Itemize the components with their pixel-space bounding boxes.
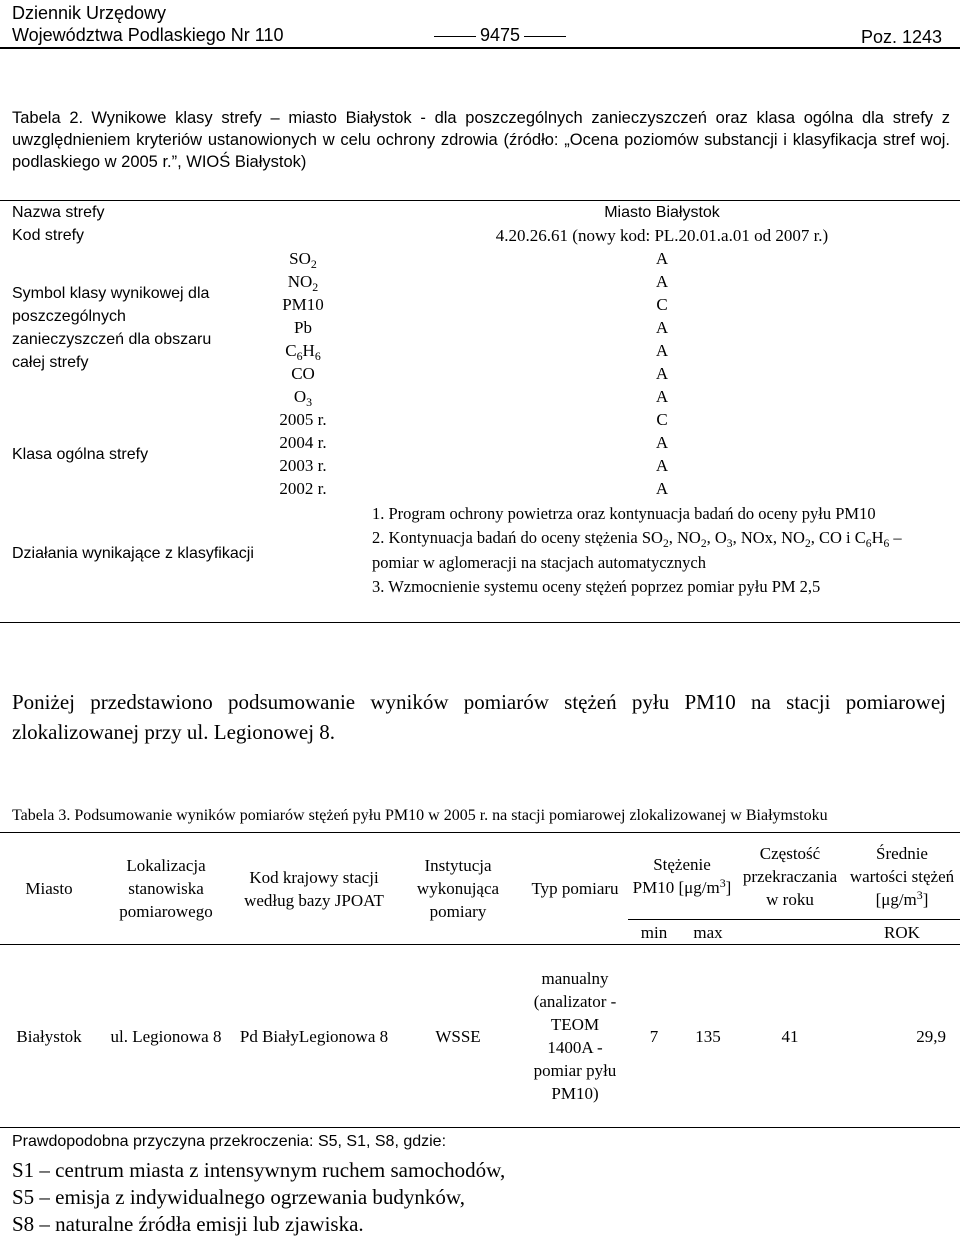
table2-caption-source: , WIOŚ Białystok) — [177, 153, 307, 171]
cell-type: manualny (analizator - TEOM 1400A - pomiar pyłu PM10) — [522, 945, 628, 1128]
classification-table — [0, 200, 960, 623]
action-item-3: 3. Wzmocnienie systemu oceny stężeń poprzez pomiar pyłu PM 2,5 — [372, 577, 821, 596]
year-class: A — [655, 456, 669, 475]
zone-name-row — [0, 201, 960, 225]
pollutant-class: A — [655, 364, 669, 383]
symbol-label: Symbol klasy wynikowej dla poszczególnych zanieczyszczeń dla obszaru całej strefy — [12, 284, 212, 371]
header-code: Kod krajowy stacji według bazy JPOAT — [234, 833, 394, 945]
header-concentration: Stężenie PM10 $[\mu g/m^3]$ — [628, 833, 736, 920]
source-s1: S1 – centrum miasta z intensywnym ruchem samochodów, — [12, 1158, 506, 1182]
cell-code: Pd BiałyLegionowa 8 — [234, 945, 394, 1128]
header-min: min — [628, 920, 680, 945]
table3-header-row — [0, 833, 960, 920]
table2-caption — [12, 107, 950, 173]
actions-row — [0, 500, 960, 623]
year-label: 2003 r. — [279, 456, 327, 475]
page-number-value: 9475 — [480, 25, 521, 45]
overall-class-label: Klasa ogólna strefy — [12, 445, 149, 463]
cell-institution: WSSE — [394, 945, 522, 1128]
table2-caption-label: Tabela 2. — [12, 109, 84, 127]
header-rok: ROK — [844, 920, 960, 945]
pollutant-class: A — [655, 272, 669, 291]
pollutant-class: C — [656, 295, 668, 314]
summary-paragraph: Poniżej przedstawiono podsumowanie wyników pomiarów stężeń pyłu PM10 na stacji pomiarowej zlokalizowanej przy ul. Legionowej 8. — [12, 690, 946, 744]
year-label: 2004 r. — [279, 433, 327, 452]
source-s8: S8 – naturalne źródła emisji lub zjawiska. — [12, 1212, 364, 1236]
header-type: Typ pomiaru — [522, 833, 628, 945]
header-average: Średnie wartości stężeń $[\mu g/m^3]$ — [844, 833, 960, 920]
action-item-1: 1. Program ochrony powietrza oraz kontynuacja badań do oceny pyłu PM10 — [372, 504, 876, 523]
table3-data-row — [0, 945, 960, 1128]
header-location: Lokalizacja stanowiska pomiarowego — [98, 833, 234, 945]
pollutant-row — [0, 247, 960, 270]
pollutant-name: $NO_2$ — [287, 272, 319, 295]
journal-title: Dziennik Urzędowy — [12, 3, 167, 23]
actions-label: Działania wynikające z klasyfikacji — [0, 500, 364, 623]
pollutant-class: A — [655, 387, 669, 406]
pollutant-name: Pb — [294, 318, 312, 337]
pollutant-class: A — [655, 249, 669, 268]
zone-code-label: Kod strefy — [12, 227, 85, 244]
header-frequency-empty — [736, 920, 844, 945]
header-max: max — [680, 920, 736, 945]
pollutant-class: A — [655, 341, 669, 360]
action-item-2: 2. Kontynuacja badań do oceny stężenia $SO_2$, $NO_2$, $O_3$, NOx, $NO_2$, CO i $C_6H_6$ – pomiar w aglomeracji na stacjach automatycznych — [372, 528, 902, 572]
position-number: Poz. 1243 — [860, 27, 942, 47]
cell-city: Białystok — [0, 945, 98, 1128]
pm10-summary-table — [0, 832, 960, 1128]
cell-min: 7 — [628, 945, 680, 1128]
zone-name-value: Miasto Białystok — [364, 201, 960, 225]
cause-intro: Prawdopodobna przyczyna przekroczenia: S5, S1, S8, gdzie: — [12, 1133, 447, 1150]
year-label: 2005 r. — [279, 410, 327, 429]
pollutant-name: $O_3$ — [293, 387, 313, 410]
cell-frequency: 41 — [736, 945, 844, 1128]
year-class: C — [656, 410, 668, 429]
cell-max: 135 — [680, 945, 736, 1128]
cell-location: ul. Legionowa 8 — [98, 945, 234, 1128]
year-label: 2002 r. — [279, 479, 327, 498]
table2-caption-text: Wynikowe klasy strefy – miasto Białystok - dla poszczególnych zanieczyszczeń oraz klasa ogólna dla strefy z uwzględnieniem kryteriów ustanowionych w celu ochrony zdrowia (źródło: „Ocena poziomów substancji i klasyfikacja stref woj. podlaskiego w 2005 r.” — [12, 109, 950, 171]
header-frequency: Częstość przekraczania w roku — [736, 833, 844, 920]
journal-subtitle: Województwa Podlaskiego Nr 110 — [12, 25, 284, 45]
pollutant-name: CO — [291, 364, 315, 383]
year-class: A — [655, 479, 669, 498]
year-row — [0, 408, 960, 431]
actions-list — [364, 500, 960, 623]
pollutant-name: PM10 — [282, 295, 324, 314]
year-class: A — [655, 433, 669, 452]
pollutant-class: A — [655, 318, 669, 337]
pollutant-name: $C_6H_6$ — [285, 341, 321, 364]
header-institution: Instytucja wykonująca pomiary — [394, 833, 522, 945]
zone-code-row — [0, 224, 960, 247]
page-number — [430, 24, 570, 46]
header-divider — [0, 47, 960, 49]
header-city: Miasto — [0, 833, 98, 945]
cell-average: 29,9 — [844, 945, 960, 1128]
table3-caption: Tabela 3. Podsumowanie wyników pomiarów stężeń pyłu PM10 w 2005 r. na stacji pomiarowej zlokalizowanej w Białymstoku — [12, 807, 828, 824]
zone-name-label: Nazwa strefy — [0, 201, 364, 225]
pollutant-name: $SO_2$ — [289, 249, 317, 272]
source-s5: S5 – emisja z indywidualnego ogrzewania budynków, — [12, 1185, 465, 1209]
zone-code-value: 4.20.26.61 (nowy kod: PL.20.01.a.01 od 2007 r.) — [495, 226, 829, 245]
